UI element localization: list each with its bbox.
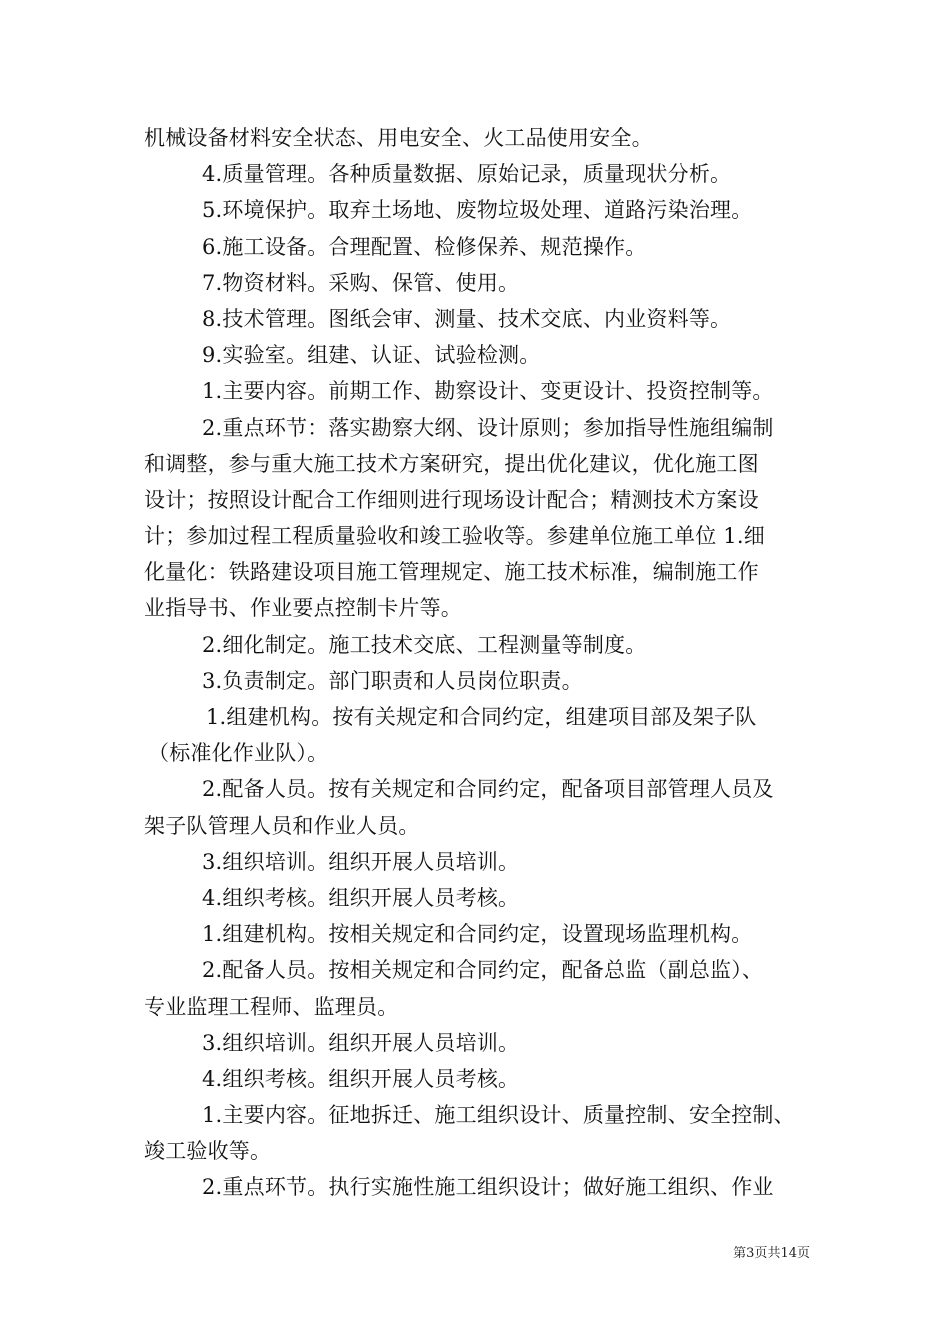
text-line: 机械设备材料安全状态、用电安全、火工品使用安全。	[144, 126, 653, 150]
text-line: 4.组织考核。组织开展人员考核。	[202, 885, 520, 910]
text-line: 竣工验收等。	[144, 1139, 272, 1164]
text-line: 2.配备人员。按相关规定和合同约定，配备总监（副总监）、	[202, 958, 764, 983]
text-line: 4.质量管理。各种质量数据、原始记录，质量现状分析。	[202, 162, 732, 187]
text-line: 3.负责制定。部门职责和人员岗位职责。	[202, 668, 583, 693]
text-line: 化量化：铁路建设项目施工管理规定、施工技术标准，编制施工作	[144, 560, 759, 585]
text-line: 3.组织培训。组织开展人员培训。	[202, 1030, 520, 1055]
text-line: 1.组建机构。按相关规定和合同约定，设置现场监理机构。	[202, 922, 753, 947]
text-line: 1.主要内容。征地拆迁、施工组织设计、质量控制、安全控制、	[202, 1103, 795, 1128]
text-line: 7.物资材料。采购、保管、使用。	[202, 270, 520, 295]
text-line: 2.重点环节：落实勘察大纲、设计原则；参加指导性施组编制	[202, 415, 774, 440]
text-line: 计；参加过程工程质量验收和竣工验收等。参建单位施工单位 1.细	[144, 524, 765, 549]
text-line: 1.主要内容。前期工作、勘察设计、变更设计、投资控制等。	[202, 379, 774, 404]
text-line: 2.细化制定。施工技术交底、工程测量等制度。	[202, 632, 647, 657]
text-line: 5.环境保护。取弃土场地、废物垃圾处理、道路污染治理。	[202, 198, 753, 223]
text-line: 2.配备人员。按有关规定和合同约定，配备项目部管理人员及	[202, 777, 774, 802]
text-line: 4.组织考核。组织开展人员考核。	[202, 1066, 520, 1091]
text-line: 架子队管理人员和作业人员。	[144, 813, 420, 838]
text-line: 业指导书、作业要点控制卡片等。	[144, 596, 462, 621]
document-body	[144, 120, 814, 1206]
text-line: 3.组织培训。组织开展人员培训。	[202, 849, 520, 874]
text-line: 9.实验室。组建、认证、试验检测。	[202, 343, 541, 368]
text-line: 专业监理工程师、监理员。	[144, 994, 399, 1019]
text-line: 和调整，参与重大施工技术方案研究，提出优化建议，优化施工图	[144, 451, 759, 476]
text-line: （标准化作业队）。	[148, 741, 329, 766]
text-line: 6.施工设备。合理配置、检修保养、规范操作。	[202, 234, 647, 259]
text-line: 1.组建机构。按有关规定和合同约定，组建项目部及架子队	[206, 705, 757, 729]
page-number: 第3页共14页	[733, 1246, 810, 1261]
text-line: 设计；按照设计配合工作细则进行现场设计配合；精测技术方案设	[144, 487, 759, 512]
text-line: 2.重点环节。执行实施性施工组织设计；做好施工组织、作业	[202, 1175, 774, 1200]
text-line: 8.技术管理。图纸会审、测量、技术交底、内业资料等。	[202, 306, 732, 331]
